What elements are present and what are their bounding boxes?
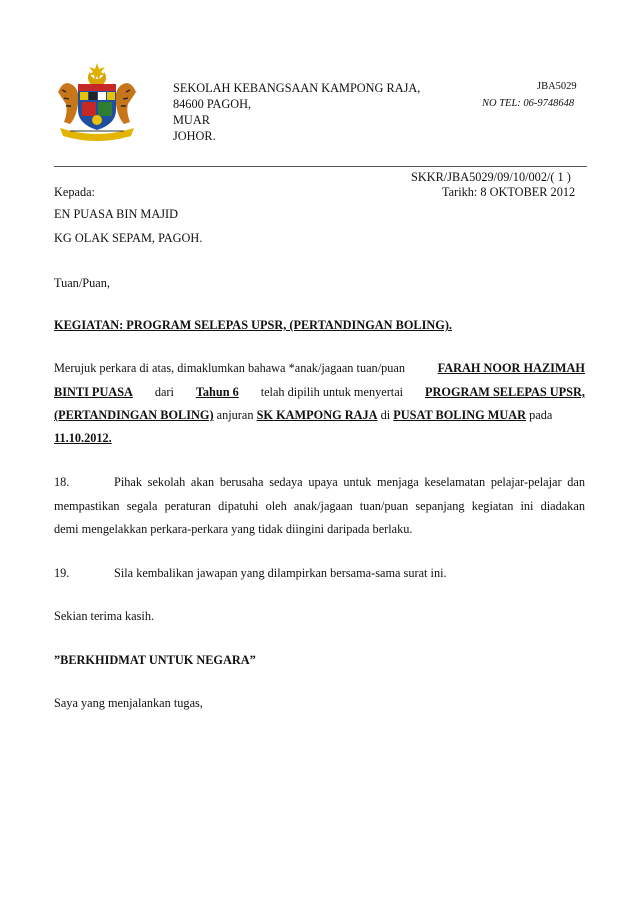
paragraph-18-number: 18.: [54, 475, 70, 489]
recipient-name: EN PUASA BIN MAJID: [54, 207, 179, 221]
closing-sign-off: Saya yang menjalankan tugas,: [54, 696, 203, 710]
paragraph-18-text-1: Pihak sekolah akan berusaha sedaya upaya untuk menjaga keselamatan pelajar-pelajar dan: [114, 475, 585, 489]
selected-text: telah dipilih untuk menyertai: [260, 385, 404, 399]
intro-line-2: [54, 385, 585, 400]
school-name: SEKOLAH KEBANGSAAN KAMPONG RAJA,: [173, 81, 421, 95]
letter-date: Tarikh: 8 OKTOBER 2012: [442, 185, 576, 199]
closing-thanks: Sekian terima kasih.: [54, 609, 155, 623]
from-word: dari: [154, 385, 174, 399]
school-code: JBA5029: [537, 81, 577, 92]
school-address-line-3: JOHOR.: [173, 129, 216, 143]
venue: PUSAT BOLING MUAR: [393, 408, 527, 422]
closing-motto: ”BERKHIDMAT UNTUK NEGARA”: [54, 653, 256, 667]
intro-text: Merujuk perkara di atas, dimaklumkan bahawa *anak/jagaan tuan/puan: [54, 361, 406, 375]
school-address-line-1: 84600 PAGOH,: [173, 97, 252, 111]
school-phone: NO TEL: 06-9748648: [482, 98, 575, 109]
recipient-label: Kepada:: [54, 185, 95, 199]
header-divider: [54, 166, 587, 167]
student-year: Tahun 6: [195, 385, 239, 399]
paragraph-18-line-2: mempastikan segala peraturan dipatuhi oleh anak/jagaan tuan/puan sepanjang kegiatan ini diadakan: [54, 499, 585, 513]
paragraph-19-text: Sila kembalikan jawapan yang dilampirkan bersama-sama surat ini.: [114, 566, 447, 580]
program-name-part-2: (PERTANDINGAN BOLING): [54, 408, 214, 422]
paragraph-18-line-1: [114, 475, 585, 490]
intro-line-3: [54, 408, 552, 423]
on-word: pada: [529, 408, 553, 422]
student-name-part-1: FARAH NOOR HAZIMAH: [437, 361, 585, 375]
recipient-address: KG OLAK SEPAM, PAGOH.: [54, 231, 203, 245]
at-word: di: [380, 408, 391, 422]
intro-line-1: [54, 361, 585, 376]
salutation: Tuan/Puan,: [54, 276, 110, 290]
school-address-line-2: MUAR: [173, 113, 210, 127]
letter-subject: KEGIATAN: PROGRAM SELEPAS UPSR, (PERTANDINGAN BOLING).: [54, 318, 452, 332]
organizer: SK KAMPONG RAJA: [256, 408, 378, 422]
by-word: anjuran: [216, 408, 254, 422]
student-name-part-2: BINTI PUASA: [54, 385, 133, 399]
school-crest-icon: [52, 62, 142, 142]
reference-number: SKKR/JBA5029/09/10/002/( 1 ): [411, 170, 571, 184]
paragraph-19-number: 19.: [54, 566, 70, 580]
program-name-part-1: PROGRAM SELEPAS UPSR,: [424, 385, 585, 399]
paragraph-18-line-3: demi mengelakkan perkara-perkara yang tidak diingini daripada berlaku.: [54, 522, 413, 536]
event-date: 11.10.2012.: [54, 431, 112, 445]
